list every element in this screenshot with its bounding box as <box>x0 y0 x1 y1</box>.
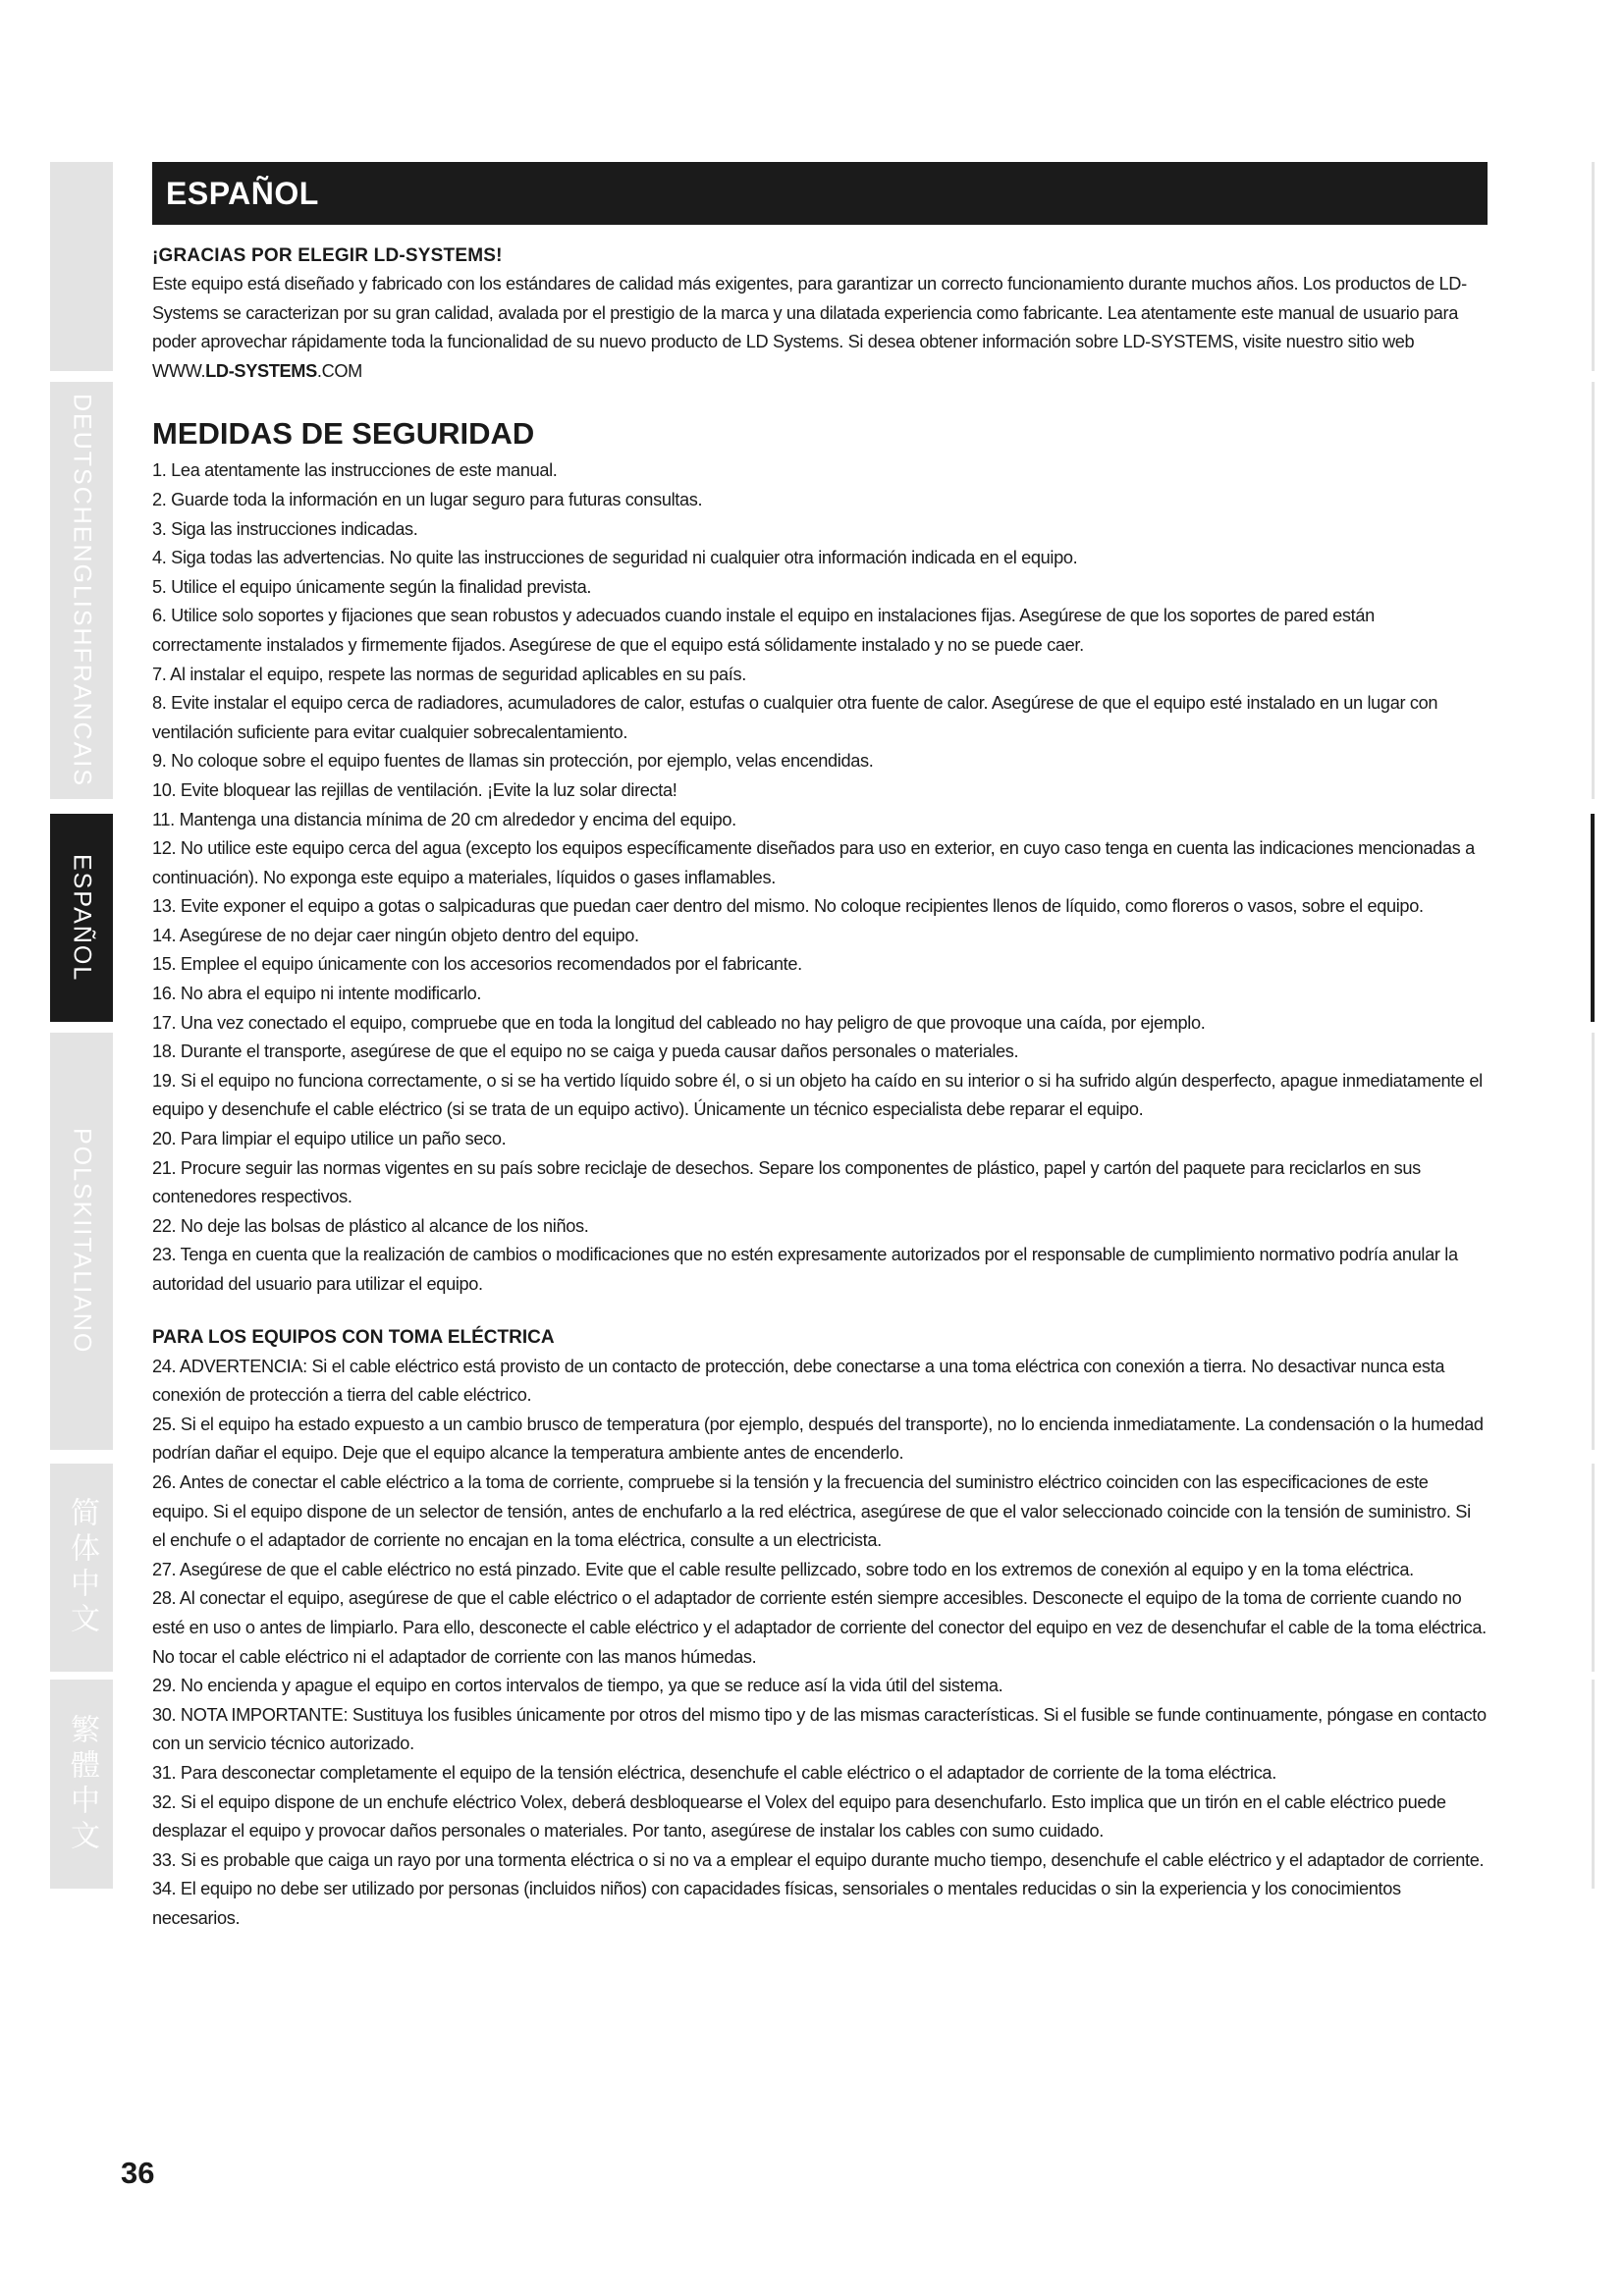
website-brand: LD-SYSTEMS <box>205 360 317 381</box>
list-item: 24. ADVERTENCIA: Si el cable eléctrico está provisto de un contacto de protección, debe conectarse a una toma eléctrica con conexión a tierra. No desactivar nunca esta conexión de protección a tierra del cable eléctrico. <box>152 1356 1445 1406</box>
list-item: 18. Durante el transporte, asegúrese de que el equipo no se caiga y pueda causar daños personales o materiales. <box>152 1041 1019 1062</box>
language-title: ESPAÑOL <box>166 175 319 211</box>
list-item: 8. Evite instalar el equipo cerca de radiadores, acumuladores de calor, estufas o cualquier otra fuente de calor. Asegúrese de que el equipo esté instalado en un lugar con ventilación suficiente para evitar cualquier sobrecalentamiento. <box>152 693 1438 742</box>
safety-list <box>152 456 1488 1299</box>
list-item: 3. Siga las instrucciones indicadas. <box>152 518 418 539</box>
list-item: 14. Asegúrese de no dejar caer ningún objeto dentro del equipo. <box>152 925 639 945</box>
list-item: 32. Si el equipo dispone de un enchufe eléctrico Volex, deberá desbloquearse el Volex del equipo para desenchufarlo. Esto implica que un tirón en el cable eléctrico puede desplazar el equipo y provocar daños personales o materiales. Por tanto, asegúrese de instalar los cables con sumo cuidado. <box>152 1791 1446 1842</box>
safety-title: MEDIDAS DE SEGURIDAD <box>152 416 535 452</box>
list-item: 1. Lea atentamente las instrucciones de este manual. <box>152 460 558 481</box>
list-item: 31. Para desconectar completamente el equipo de la tensión eléctrica, desenchufe el cable eléctrico o el adaptador de corriente de la toma eléctrica. <box>152 1762 1276 1783</box>
list-item: 33. Si es probable que caiga un rayo por una tormenta eléctrica o si no va a emplear el equipo durante mucho tiempo, desenchufe el cable eléctrico y el adaptador de corriente. <box>152 1849 1485 1870</box>
sidebar-tab-deutsch-english-francais <box>50 382 113 799</box>
list-item: 34. El equipo no debe ser utilizado por personas (incluidos niños) con capacidades físicas, sensoriales o mentales reducidas o sin la experiencia y los conocimientos necesarios. <box>152 1879 1401 1928</box>
language-header <box>152 162 1488 225</box>
list-item: 30. NOTA IMPORTANTE: Sustituya los fusibles únicamente por otros del mismo tipo y de las mismas características. Si el fusible se funde continuamente, póngase en contacto con un servicio técnico autorizado. <box>152 1704 1487 1754</box>
list-item: 5. Utilice el equipo únicamente según la finalidad prevista. <box>152 576 592 597</box>
website-suffix: .COM <box>316 360 362 381</box>
list-item: 13. Evite exponer el equipo a gotas o salpicaduras que puedan caer dentro del mismo. No coloque recipientes llenos de líquido, como floreros o vasos, sobre el equipo. <box>152 896 1424 917</box>
list-item: 16. No abra el equipo ni intente modificarlo. <box>152 984 482 1004</box>
sidebar-tab-label: ESPAÑOL <box>68 853 96 983</box>
page-number: 36 <box>121 2156 155 2190</box>
sidebar-tab-espanol <box>50 814 113 1022</box>
list-item: 19. Si el equipo no funciona correctamente, o si se ha vertido líquido sobre él, o si un objeto ha caído en su interior o si ha sufrido algún desperfecto, apague inmediatamente el equipo y desenchufe el cable eléctrico (si se trata de un equipo activo). Únicamente un técnico especialista debe reparar el equipo. <box>152 1070 1483 1120</box>
edge-bar <box>1592 1033 1595 1450</box>
sidebar-tab-label: 简体中文 <box>66 1497 98 1638</box>
intro-text <box>152 270 1488 386</box>
list-item: 4. Siga todas las advertencias. No quite las instrucciones de seguridad ni cualquier otra información indicada en el equipo. <box>152 548 1078 568</box>
list-item: 28. Al conectar el equipo, asegúrese de que el cable eléctrico o el adaptador de corriente estén siempre accesibles. Desconecte el equipo de la toma de corriente cuando no esté en uso o antes de limpiarlo. Para ello, desconecte el cable eléctrico y el adaptador de corriente del conector del equipo en vez de desenchufar el cable de la toma eléctrica. No tocar el cable eléctrico ni el adaptador de corriente con las manos húmedas. <box>152 1588 1487 1667</box>
sidebar-tab-simplified-chinese <box>50 1464 113 1672</box>
sidebar-tab-polski-italiano <box>50 1033 113 1450</box>
list-item: 27. Asegúrese de que el cable eléctrico no está pinzado. Evite que el cable resulte pellizcado, sobre todo en los extremos de conexión al equipo y en la toma eléctrica. <box>152 1559 1414 1579</box>
list-item: 2. Guarde toda la información en un lugar seguro para futuras consultas. <box>152 489 703 509</box>
sidebar-tab-label: POLSKIITALIANO <box>68 1128 96 1355</box>
list-item: 25. Si el equipo ha estado expuesto a un cambio brusco de temperatura (por ejemplo, después del transporte), no lo encienda inmediatamente. La condensación o la humedad podrían dañar el equipo. Deje que el equipo alcance la temperatura ambiente antes de encenderlo. <box>152 1414 1484 1464</box>
edge-bar-active <box>1591 814 1595 1022</box>
list-item: 6. Utilice solo soportes y fijaciones que sean robustos y adecuados cuando instale el equipo en instalaciones fijas. Asegúrese de que los soportes de pared están correctamente instalados y firmemente fijados. Asegúrese de que el equipo está sólidamente instalado y no se puede caer. <box>152 606 1375 655</box>
list-item: 11. Mantenga una distancia mínima de 20 cm alrededor y encima del equipo. <box>152 809 736 829</box>
list-item: 9. No coloque sobre el equipo fuentes de llamas sin protección, por ejemplo, velas encendidas. <box>152 751 874 772</box>
website-prefix: WWW. <box>152 360 206 381</box>
sidebar-tab-traditional-chinese <box>50 1680 113 1889</box>
list-item: 23. Tenga en cuenta que la realización de cambios o modificaciones que no estén expresamente autorizados por el responsable de cumplimiento normativo podría anular la autoridad del usuario para utilizar el equipo. <box>152 1245 1458 1294</box>
list-item: 7. Al instalar el equipo, respete las normas de seguridad aplicables en su país. <box>152 664 746 684</box>
intro-title: ¡GRACIAS POR ELEGIR LD-SYSTEMS! <box>152 245 503 266</box>
edge-bar <box>1592 162 1595 371</box>
electrical-list <box>152 1353 1488 1934</box>
list-item: 21. Procure seguir las normas vigentes en su país sobre reciclaje de desechos. Separe los componentes de plástico, papel y cartón del paquete para reciclarlos en sus contenedores respectivos. <box>152 1157 1421 1207</box>
electrical-title: PARA LOS EQUIPOS CON TOMA ELÉCTRICA <box>152 1326 555 1348</box>
list-item: 20. Para limpiar el equipo utilice un paño seco. <box>152 1129 507 1149</box>
list-item: 29. No encienda y apague el equipo en cortos intervalos de tiempo, ya que se reduce así la vida útil del sistema. <box>152 1676 1003 1696</box>
edge-bar <box>1592 1464 1595 1672</box>
intro-body: Este equipo está diseñado y fabricado con los estándares de calidad más exigentes, para garantizar un correcto funcionamiento durante muchos años. Los productos de LD-Systems se caracterizan por su gran calidad, avalada por el prestigio de la marca y una dilatada experiencia como fabricante. Lea atentamente este manual de usuario para poder aprovechar rápidamente toda la funcionalidad de su nuevo producto de LD Systems. Si desea obtener información sobre LD-SYSTEMS, visite nuestro sitio web <box>152 274 1467 352</box>
sidebar-tab-label: DEUTSCHENGLISHFRANCAIS <box>68 394 96 787</box>
main-content <box>152 162 1488 1933</box>
list-item: 15. Emplee el equipo únicamente con los accesorios recomendados por el fabricante. <box>152 954 802 975</box>
sidebar-tab-blank <box>50 162 113 371</box>
edge-bar <box>1592 1680 1595 1889</box>
list-item: 12. No utilice este equipo cerca del agua (excepto los equipos específicamente diseñados para uso en exterior, en cuyo caso tenga en cuenta las indicaciones mencionadas a continuación). No exponga este equipo a materiales, líquidos o gases inflamables. <box>152 838 1475 887</box>
list-item: 26. Antes de conectar el cable eléctrico a la toma de corriente, compruebe si la tensión y la frecuencia del suministro eléctrico coinciden con las especificaciones de este equipo. Si el equipo dispone de un selector de tensión, antes de enchufarlo a la red eléctrica, asegúrese de que el valor seleccionado coincide con la tensión de suministro. Si el enchufe o el adaptador de corriente no encajan en la toma eléctrica, consulte a un electricista. <box>152 1471 1471 1551</box>
list-item: 22. No deje las bolsas de plástico al alcance de los niños. <box>152 1215 589 1236</box>
list-item: 17. Una vez conectado el equipo, compruebe que en toda la longitud del cableado no hay peligro de que provoque una caída, por ejemplo. <box>152 1012 1206 1033</box>
list-item: 10. Evite bloquear las rejillas de ventilación. ¡Evite la luz solar directa! <box>152 779 677 800</box>
edge-bar <box>1592 382 1595 799</box>
sidebar-tab-label: 繁體中文 <box>66 1713 98 1855</box>
